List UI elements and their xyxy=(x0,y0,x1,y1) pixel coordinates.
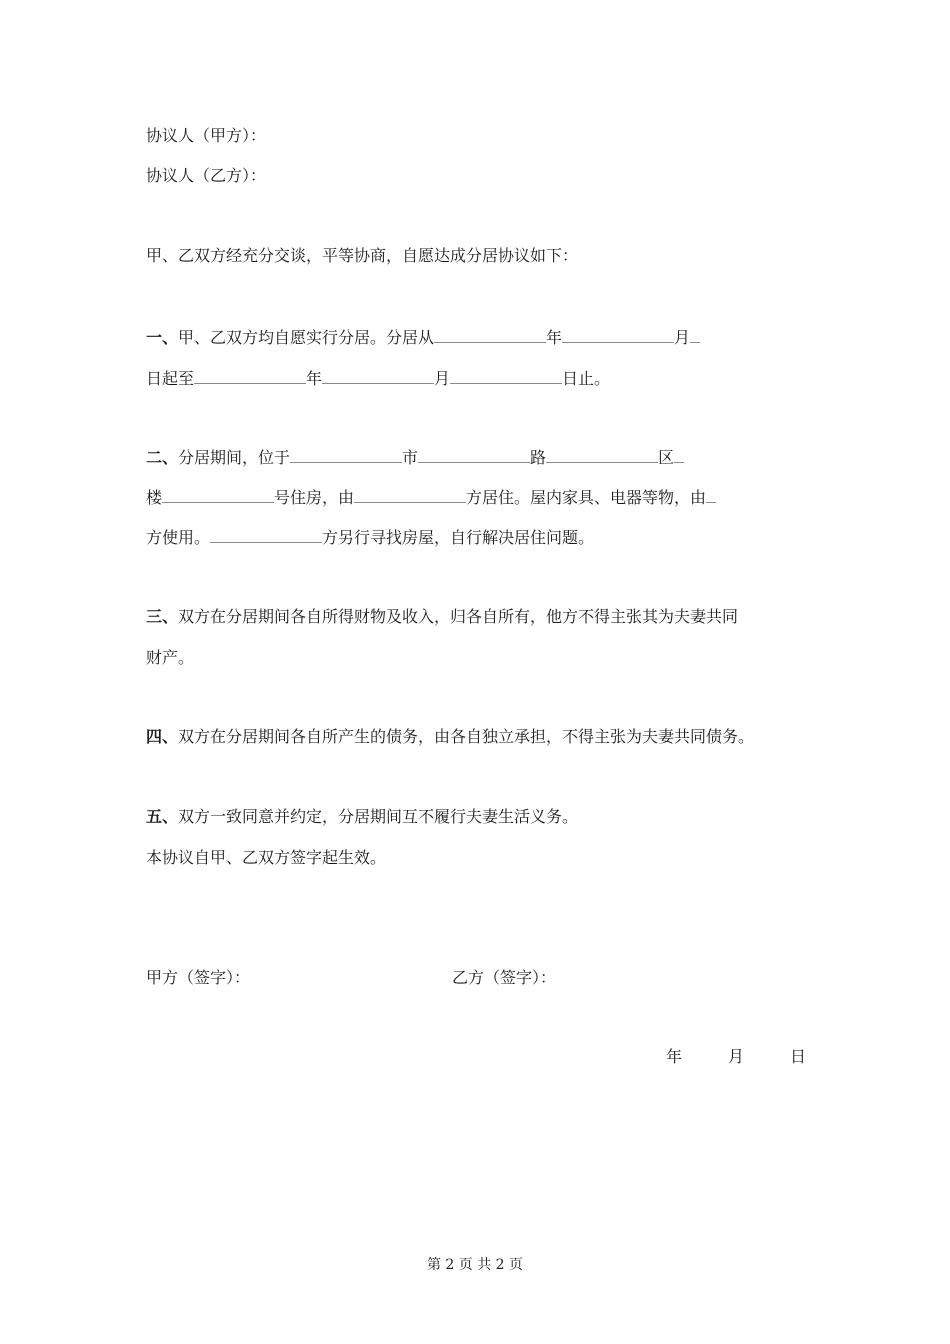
end-month-blank[interactable] xyxy=(322,367,434,384)
use-label: 方使用。 xyxy=(146,528,211,547)
start-day-label: 日起至 xyxy=(146,369,195,388)
party-a-label: 协议人（甲方）： xyxy=(146,126,267,145)
clause-4 xyxy=(146,726,754,748)
start-month-label: 月 xyxy=(674,328,691,347)
house-label: 号住房，由 xyxy=(274,488,355,507)
clause-2-number: 二、 xyxy=(146,448,179,467)
clause-4-number: 四、 xyxy=(146,727,179,746)
resident-label: 方居住。屋内家具、电器等物，由 xyxy=(466,488,707,507)
clause-1-line-1 xyxy=(146,326,700,349)
district-extra-blank[interactable] xyxy=(674,446,684,463)
clause-2-line-2 xyxy=(146,486,716,509)
end-month-label: 月 xyxy=(434,369,451,388)
start-year-label: 年 xyxy=(546,328,563,347)
clause-3-text: 双方在分居期间各自所得财物及收入，归各自所有，他方不得主张其为夫妻共同 xyxy=(178,607,739,626)
end-day-label: 日止。 xyxy=(562,369,611,388)
road-blank[interactable] xyxy=(418,446,530,463)
clause-2-line-1 xyxy=(146,446,684,469)
page-footer: 第 2 页 共 2 页 xyxy=(426,1257,524,1273)
date-month: 月 xyxy=(728,1047,745,1066)
clause-3-line-2: 财产。 xyxy=(146,648,195,667)
effect-statement: 本协议自甲、乙双方签字起生效。 xyxy=(146,848,387,867)
end-year-blank[interactable] xyxy=(194,367,306,384)
clause-5-number: 五、 xyxy=(146,807,179,826)
clause-1-number: 一、 xyxy=(146,328,179,347)
other-party-label: 方另行寻找房屋，自行解决居住问题。 xyxy=(322,528,595,547)
clause-3-number: 三、 xyxy=(146,607,179,626)
building-blank[interactable] xyxy=(162,486,274,503)
clause-2-line-3 xyxy=(146,526,594,549)
start-year-blank[interactable] xyxy=(434,326,546,343)
end-day-blank[interactable] xyxy=(450,367,562,384)
district-blank[interactable] xyxy=(546,446,658,463)
clause-4-text: 双方在分居期间各自所产生的债务，由各自独立承担，不得主张为夫妻共同债务。 xyxy=(178,727,755,746)
city-label: 市 xyxy=(402,448,419,467)
clause-3-line-1 xyxy=(146,606,738,628)
user-party-blank[interactable] xyxy=(706,486,716,503)
party-a-signature: 甲方（签字）： xyxy=(146,968,251,987)
building-label: 楼 xyxy=(146,488,163,507)
end-year-label: 年 xyxy=(306,369,323,388)
date-year: 年 xyxy=(666,1047,683,1066)
clause-5-text: 双方一致同意并约定，分居期间互不履行夫妻生活义务。 xyxy=(178,807,579,826)
start-day-blank[interactable] xyxy=(690,326,700,343)
resident-party-blank[interactable] xyxy=(354,486,466,503)
intro-paragraph: 甲、乙双方经充分交谈，平等协商，自愿达成分居协议如下： xyxy=(146,246,579,265)
road-label: 路 xyxy=(530,448,547,467)
start-month-blank[interactable] xyxy=(562,326,674,343)
party-b-signature: 乙方（签字）： xyxy=(452,968,557,987)
date-day: 日 xyxy=(790,1047,807,1066)
clause-1-line-2 xyxy=(146,367,610,390)
other-party-blank[interactable] xyxy=(210,526,322,543)
clause-5 xyxy=(146,806,578,828)
signature-date xyxy=(666,1046,806,1068)
party-b-label: 协议人（乙方）： xyxy=(146,166,267,185)
clause-1-text: 甲、乙双方均自愿实行分居。分居从 xyxy=(178,328,435,347)
district-label: 区 xyxy=(658,448,675,467)
city-blank[interactable] xyxy=(290,446,402,463)
clause-2-text: 分居期间，位于 xyxy=(178,448,291,467)
